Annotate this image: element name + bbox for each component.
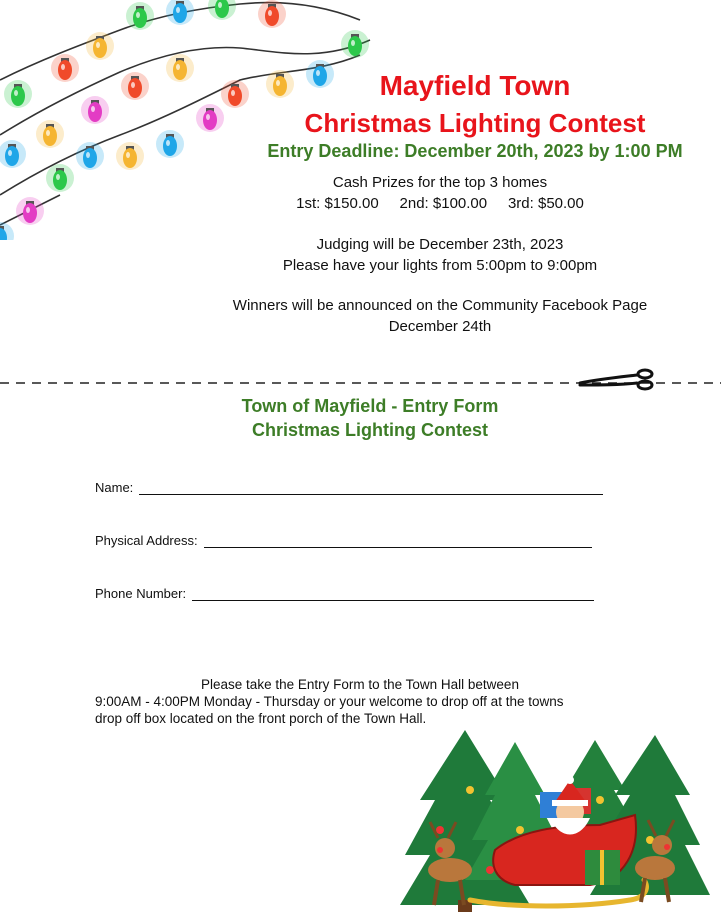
page-title: Mayfield Town (379, 70, 571, 101)
prize-second: 2nd: $100.00 (399, 195, 488, 212)
phone-field (95, 586, 594, 601)
entry-deadline: Entry Deadline: December 20th, 2023 by 1:00 PM (267, 141, 683, 161)
form-subtitle: Christmas Lighting Contest (251, 420, 488, 440)
scissors-icon (575, 365, 665, 395)
judging-date: Judging will be December 23th, 2023 (316, 236, 564, 253)
light-bulb-icon (163, 136, 177, 156)
winners-date: December 24th (388, 318, 492, 335)
name-input-line[interactable] (139, 480, 603, 495)
instructions-line-1: Please take the Entry Form to the Town Hall between (201, 677, 519, 692)
light-bulb-icon (133, 8, 147, 28)
name-label: Name: (95, 480, 134, 495)
prizes-row (180, 193, 700, 214)
form-title: Town of Mayfield - Entry Form (241, 396, 499, 416)
light-bulb-icon (58, 60, 72, 80)
light-bulb-icon (348, 36, 362, 56)
light-bulb-icon (93, 38, 107, 58)
phone-label: Phone Number: (95, 586, 187, 601)
light-bulb-icon (83, 148, 97, 168)
address-field (95, 533, 592, 548)
light-bulb-icon (5, 146, 19, 166)
light-bulb-icon (123, 148, 137, 168)
prize-third: 3rd: $50.00 (507, 195, 584, 212)
contest-subtitle: Christmas Lighting Contest (304, 108, 646, 138)
light-bulb-icon (53, 170, 67, 190)
santa-sleigh-illustration (400, 730, 710, 916)
address-label: Physical Address: (95, 533, 198, 548)
phone-input-line[interactable] (192, 586, 594, 601)
instructions-line-3: drop off box located on the front porch of the Town Hall. (95, 711, 427, 726)
instructions-line-2: 9:00AM - 4:00PM Monday - Thursday or your welcome to drop off at the towns (95, 694, 564, 709)
light-bulb-icon (173, 60, 187, 80)
light-bulb-icon (88, 102, 102, 122)
light-bulb-icon (173, 3, 187, 23)
judging-hours: Please have your lights from 5:00pm to 9:00pm (282, 257, 598, 274)
prize-first: 1st: $150.00 (296, 195, 379, 212)
light-bulb-icon (23, 203, 37, 223)
name-field (95, 480, 603, 495)
light-bulb-icon (11, 86, 25, 106)
light-bulb-icon (265, 6, 279, 26)
light-bulb-icon (43, 126, 57, 146)
winners-announcement: Winners will be announced on the Community Facebook Page (232, 297, 648, 314)
address-input-line[interactable] (204, 533, 592, 548)
light-bulb-icon (128, 78, 142, 98)
prizes-heading: Cash Prizes for the top 3 homes (332, 174, 548, 191)
